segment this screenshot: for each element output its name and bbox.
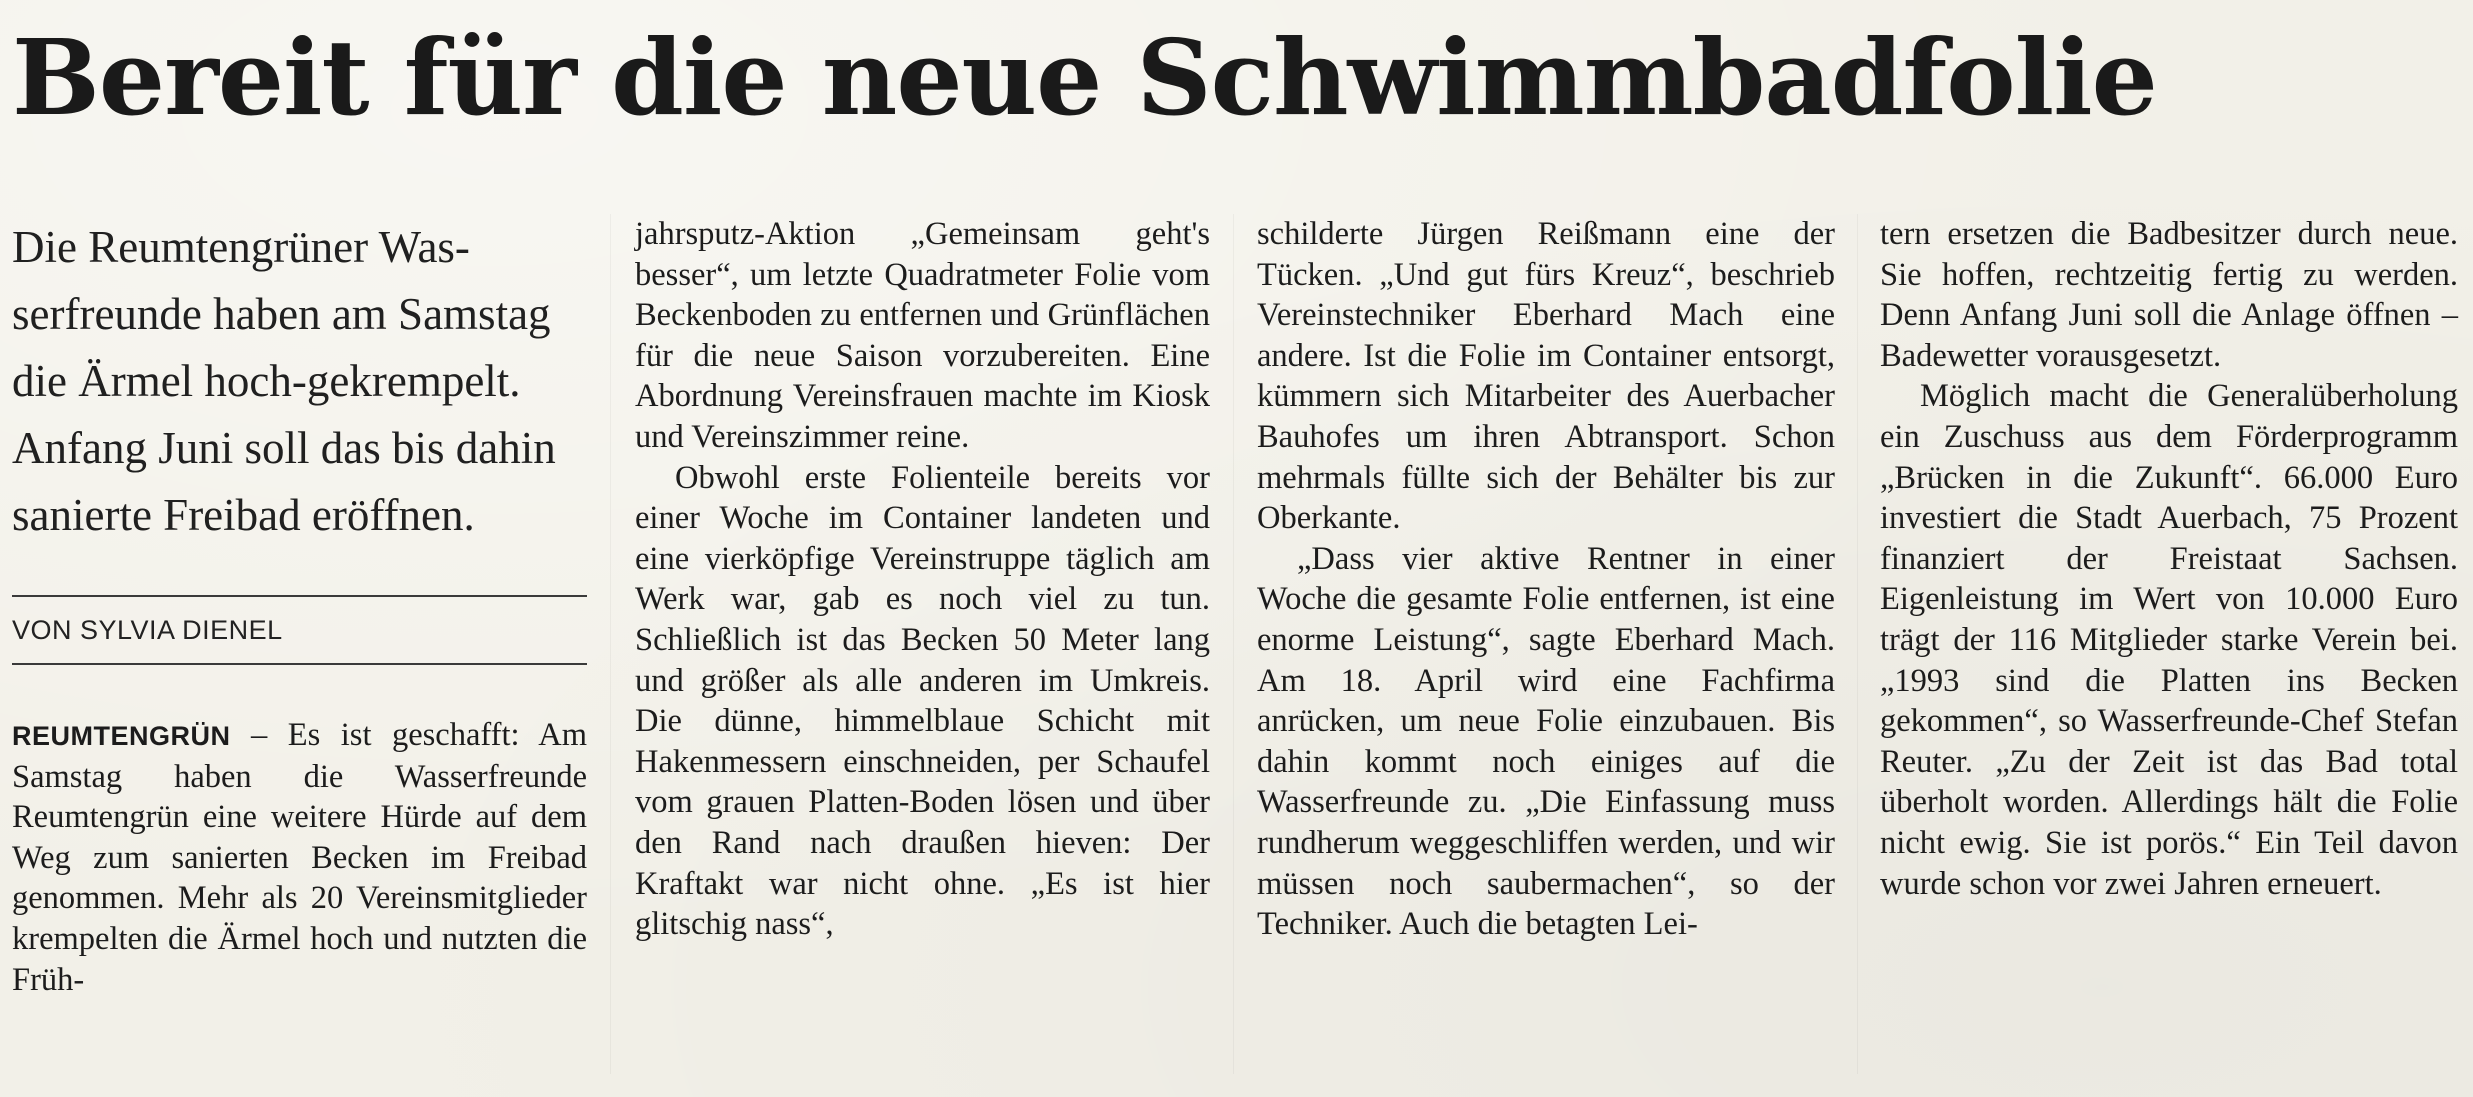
- byline-rule-bottom: [12, 663, 587, 665]
- lead-paragraph: Die Reumtengrüner Was-serfreunde haben am Samstag die Ärmel hoch-gekrempelt. Anfang Juni soll das bis dahin sanierte Freibad eröffnen.: [12, 222, 556, 540]
- body-paragraph-2: jahrsputz-Aktion „Gemeinsam geht's besser“, um letzte Quadratmeter Folie vom Beckenboden zu entfernen und Grünflächen für die neue Saison vorzubereiten. Eine Abordnung Vereinsfrauen machte im Kiosk und Vereinszimmer reine.: [635, 216, 1210, 455]
- column-gutter-3: [1857, 214, 1858, 1074]
- body-paragraph-7: Möglich macht die Generalüberholung ein Zuschuss aus dem Förderprogramm „Brücken in die Zukunft“. 66.000 Euro investiert die Stadt Auerbach, 75 Prozent finanziert der Freistaat Sachsen. Eigenleistung im Wert von 10.000 Euro trägt der 116 Mitglieder starke Verein bei. „1993 sind die Platten ins Becken gekommen“, so Wasserfreunde-Chef Stefan Reuter. „Zu der Zeit ist das Bad total überholt worden. Allerdings hält die Folie nicht ewig. Sie ist porös.“ Ein Teil davon wurde schon vor zwei Jahren erneuert.: [1880, 378, 2458, 902]
- dateline: REUMTENGRÜN: [12, 721, 231, 751]
- byline-rule-top: [12, 595, 587, 597]
- body-paragraph-3: Obwohl erste Folienteile bereits vor einer Woche im Container landeten und eine vierköpfige Vereinstruppe täglich am Werk war, gab es noch viel zu tun. Schließlich ist das Becken 50 Meter lang und größer als alle anderen im Umkreis. Die dünne, himmelblaue Schicht mit Hakenmessern einschneiden, per Schaufel vom grauen Platten-Boden lösen und über den Rand nach draußen hieven: Der Kraftakt war nicht ohne. „Es ist hier glitschig nass“,: [635, 459, 1210, 943]
- column-2: [635, 214, 1210, 945]
- headline: Bereit für die neue Schwimmbadfolie: [12, 16, 2157, 139]
- body-paragraph-1: [12, 715, 587, 1000]
- column-3: [1257, 214, 1835, 945]
- column-4: [1880, 214, 2458, 904]
- byline: VON SYLVIA DIENEL: [12, 615, 283, 645]
- column-gutter-1: [610, 214, 611, 1074]
- body-paragraph-5: „Dass vier aktive Rentner in einer Woche die gesamte Folie entfernen, ist eine enorme Leistung“, sagte Eberhard Mach. Am 18. April wird eine Fachfirma anrücken, um neue Folie einzubauen. Bis dahin kommt noch einiges auf die Wasserfreunde zu. „Die Einfassung muss rundherum weggeschliffen werden, und wir müssen noch saubermachen“, so der Techniker. Auch die betagten Lei-: [1257, 540, 1835, 943]
- column-1: [12, 214, 587, 1000]
- body-paragraph-4: schilderte Jürgen Reißmann eine der Tücken. „Und gut fürs Kreuz“, beschrieb Vereinstechniker Eberhard Mach eine andere. Ist die Folie im Container entsorgt, kümmern sich Mitarbeiter des Auerbacher Bauhofes um ihren Abtransport. Schon mehrmals füllte sich der Behälter bis zur Oberkante.: [1257, 216, 1835, 537]
- body-paragraph-6: tern ersetzen die Badbesitzer durch neue. Sie hoffen, rechtzeitig fertig zu werden. Denn Anfang Juni soll die Anlage öffnen – Badewetter vorausgesetzt.: [1880, 216, 2458, 374]
- column-gutter-2: [1233, 214, 1234, 1074]
- body-paragraph-1-text: – Es ist geschafft: Am Samstag haben die Wasserfreunde Reumtengrün eine weitere Hürde auf dem Weg zum sanierten Becken im Freibad genommen. Mehr als 20 Vereinsmitglieder krempelten die Ärmel hoch und nutzten die Früh-: [12, 717, 587, 998]
